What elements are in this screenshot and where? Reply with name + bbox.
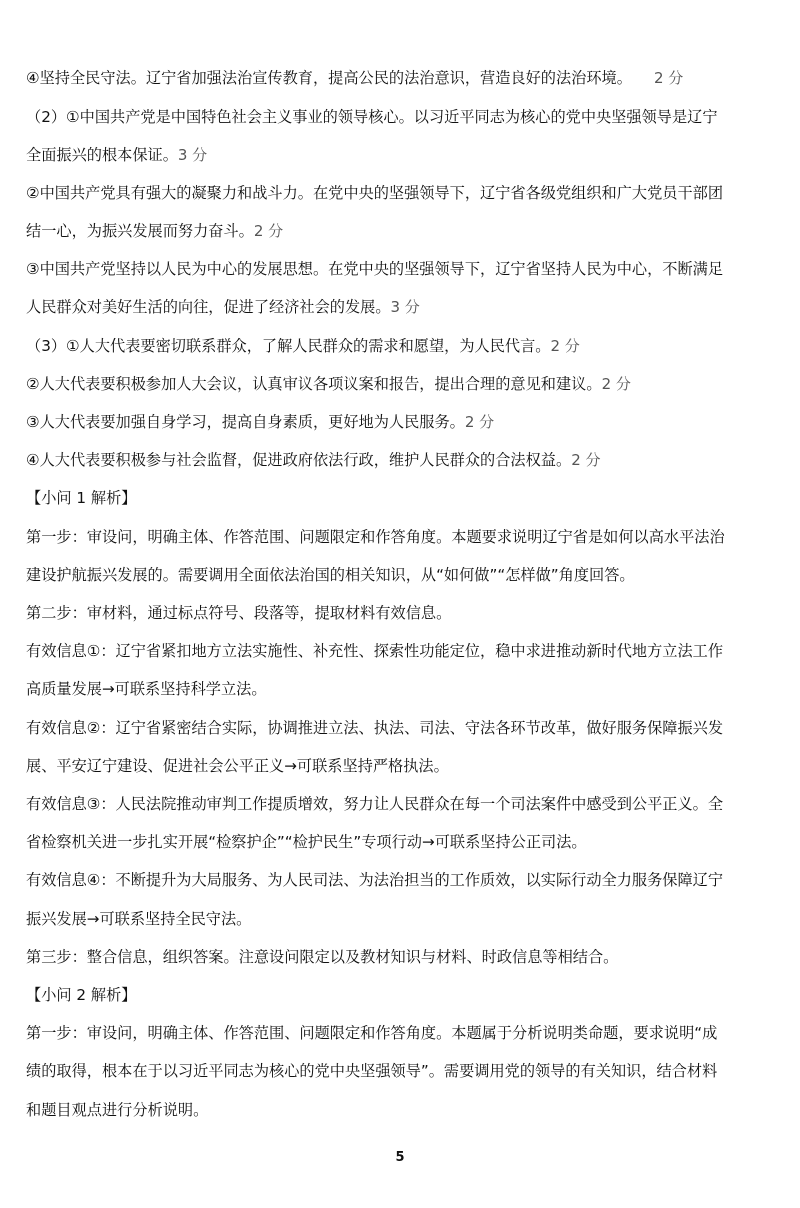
text-line: 结一心，为振兴发展而努力奋斗。2 分 [26, 222, 284, 240]
text-line: 建设护航振兴发展的。需要调用全面依法治国的相关知识，从“如何做”“怎样做”角度回答。 [26, 566, 635, 584]
text-line: ②人大代表要积极参加人大会议，认真审议各项议案和报告，提出合理的意见和建议。2 分 [26, 375, 631, 393]
score-label: 2 分 [550, 337, 580, 355]
page-number: 5 [395, 1150, 405, 1165]
text-line: （3）①人大代表要密切联系群众，了解人民群众的需求和愿望，为人民代言。2 分 [26, 337, 580, 355]
text-line: 有效信息①：辽宁省紧扣地方立法实施性、补充性、探索性功能定位，稳中求进推动新时代地方立法工作 [26, 642, 724, 660]
text-line: （2）①中国共产党是中国特色社会主义事业的领导核心。以习近平同志为核心的党中央坚强领导是辽宁 [26, 108, 718, 126]
text-line: 和题目观点进行分析说明。 [26, 1101, 209, 1119]
score-label: 2 分 [464, 413, 495, 431]
section-heading: 【小问 1 解析】 [26, 489, 137, 507]
text-line: 展、平安辽宁建设、促进社会公平正义→可联系坚持严格执法。 [26, 757, 449, 775]
score-label: 2 分 [571, 451, 601, 469]
text-line: 高质量发展→可联系坚持科学立法。 [26, 680, 267, 698]
text-line: 省检察机关进一步扎实开展“检察护企”“检护民生”专项行动→可联系坚持公正司法。 [26, 833, 587, 851]
text-line: ②中国共产党具有强大的凝聚力和战斗力。在党中央的坚强领导下，辽宁省各级党组织和广大党员干部团 [26, 184, 724, 202]
text-line: 有效信息②：辽宁省紧密结合实际，协调推进立法、执法、司法、守法各环节改革，做好服务保障振兴发 [26, 719, 724, 737]
text-line: ③中国共产党坚持以人民为中心的发展思想。在党中央的坚强领导下，辽宁省坚持人民为中心，不断满足 [26, 260, 724, 278]
score-label: 2 分 [601, 375, 631, 393]
text-line: 绩的取得，根本在于以习近平同志为核心的党中央坚强领导”。需要调用党的领导的有关知识，结合材料 [26, 1062, 718, 1080]
text-line: ③人大代表要加强自身学习，提高自身素质，更好地为人民服务。2 分 [26, 413, 495, 431]
score-label: 3 分 [390, 298, 420, 316]
text-line: 第一步：审设问，明确主体、作答范围、问题限定和作答角度。本题要求说明辽宁省是如何以高水平法治 [26, 528, 725, 546]
text-line: 全面振兴的根本保证。3 分 [26, 146, 208, 164]
text-line: 第三步：整合信息，组织答案。注意设问限定以及教材知识与材料、时政信息等相结合。 [26, 948, 619, 966]
text-line: 振兴发展→可联系坚持全民守法。 [26, 910, 252, 928]
text-line: ④人大代表要积极参与社会监督，促进政府依法行政，维护人民群众的合法权益。2 分 [26, 451, 601, 469]
score-label: 2 分 [653, 69, 684, 87]
text-line: 有效信息③：人民法院推动审判工作提质增效，努力让人民群众在每一个司法案件中感受到公平正义。全 [26, 795, 724, 813]
text-line: 第一步：审设问，明确主体、作答范围、问题限定和作答角度。本题属于分析说明类命题，要求说明“成 [26, 1024, 718, 1042]
text-line: 第二步：审材料，通过标点符号、段落等，提取材料有效信息。 [26, 604, 452, 622]
score-label: 3 分 [177, 146, 208, 164]
text-line: ④坚持全民守法。辽宁省加强法治宣传教育，提高公民的法治意识，营造良好的法治环境。 2 分 [26, 69, 684, 87]
score-label: 2 分 [253, 222, 284, 240]
section-heading: 【小问 2 解析】 [26, 986, 137, 1004]
text-line: 有效信息④：不断提升为大局服务、为人民司法、为法治担当的工作质效，以实际行动全力服务保障辽宁 [26, 871, 724, 889]
text-line: 人民群众对美好生活的向往，促进了经济社会的发展。3 分 [26, 298, 420, 316]
